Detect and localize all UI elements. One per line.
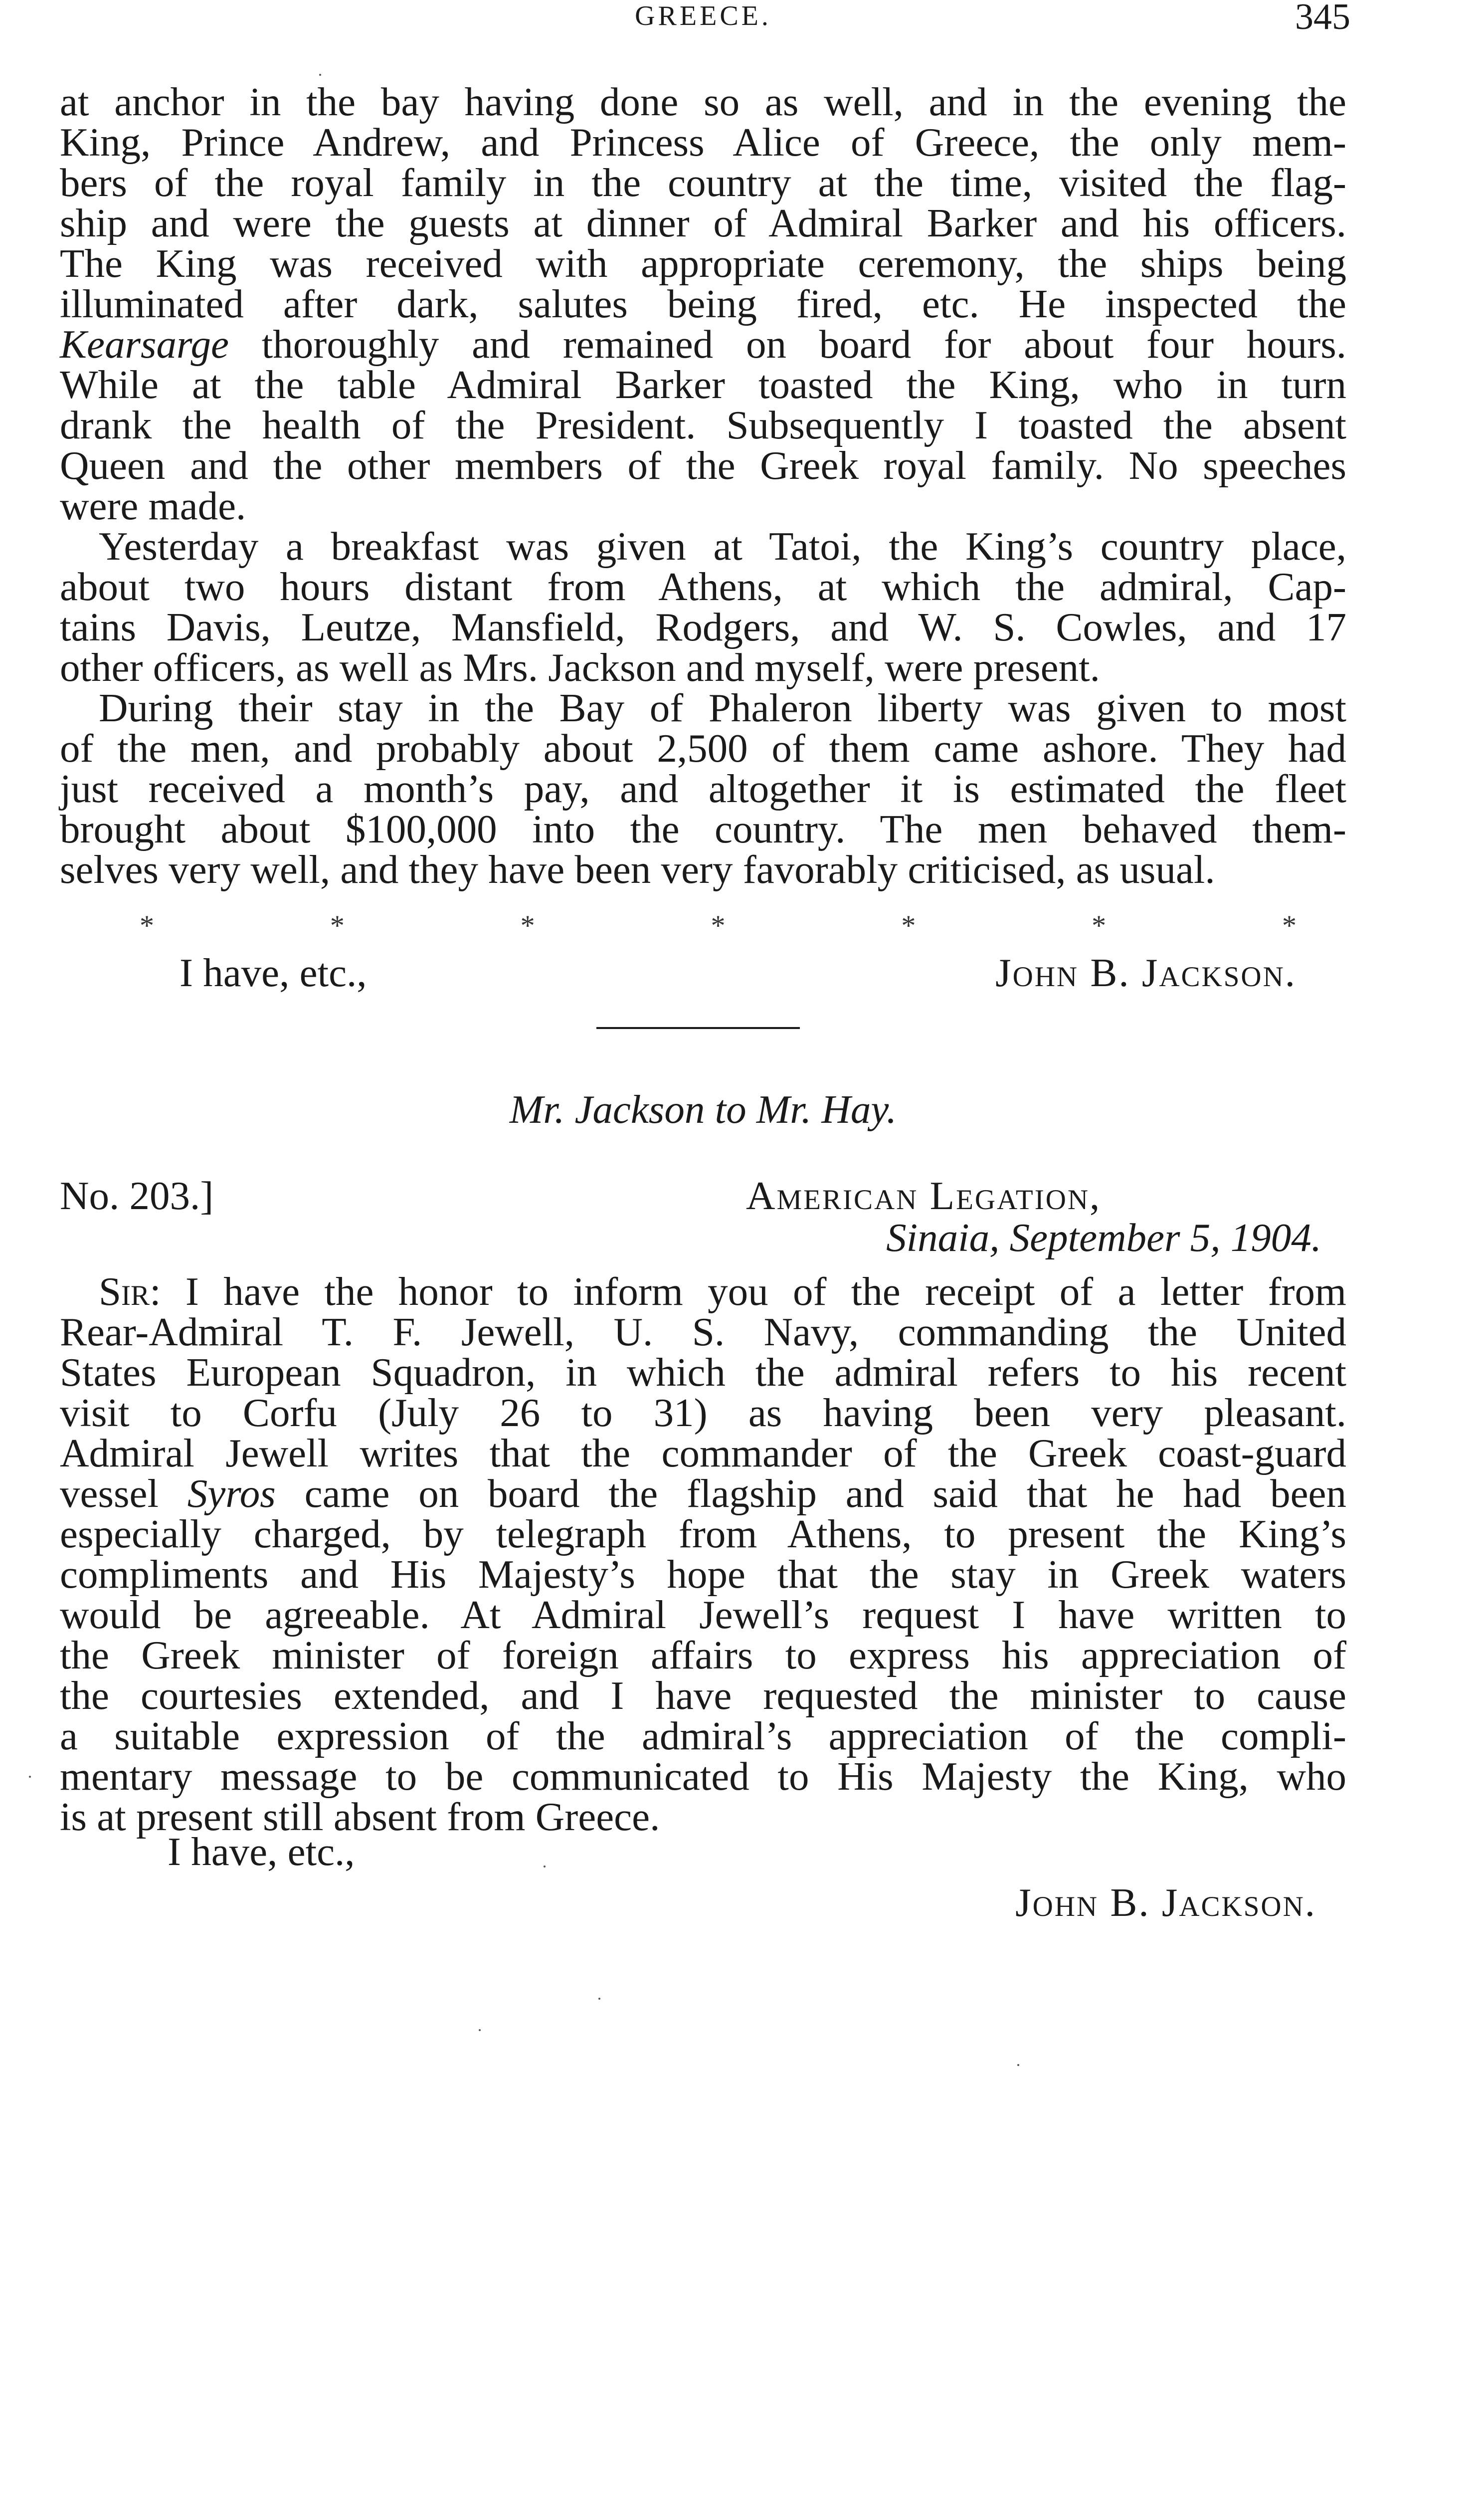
place-and-date: Sinaia, September 5, 1904. [886,1215,1321,1260]
asterisk: * [520,909,535,942]
text-line: tains Davis, Leutze, Mansfield, Rodgers, and W. S. Cowles, and 17 [60,605,1346,649]
dateline [60,1173,1346,1260]
closing-phrase: I have, etc., [168,1829,355,1874]
legation-name: American Legation, [746,1173,1102,1218]
asterisk: * [711,909,726,942]
paragraph [60,79,1346,528]
omission-asterisks [60,909,1346,942]
letter1-paragraph-2 [60,526,1346,688]
asterisk: * [330,909,345,942]
section-divider [596,1027,800,1029]
text-line: a suitable expression of the admiral’s appreciation of the compli- [60,1713,1346,1758]
text-line: While at the table Admiral Barker toasted the King, who in turn [60,362,1346,407]
letter1-paragraph-1 [60,79,1346,528]
letter2-closing-row [60,1829,1346,1874]
asterisk: * [1092,909,1107,942]
letter2-body [60,1271,1346,1837]
running-title: GREECE. [635,0,771,31]
text-line: The King was received with appropriate ceremony, the ships being [60,241,1346,286]
closing-phrase: I have, etc., [180,950,367,995]
text-line: selves very well, and they have been very favorably criticised, as usual. [60,847,1215,892]
text-line: at anchor in the bay having done so as well, and in the evening the [60,79,1346,124]
text-fragment: came on board the flagship and said that he had been [275,1471,1346,1516]
text-line: ship and were the guests at dinner of Admiral Barker and his officers. [60,201,1346,245]
text-line: mentary message to be communicated to His Majesty the King, who [60,1754,1346,1799]
text-fragment: vessel [60,1471,187,1516]
text-fragment: : I have the honor to inform you of the receipt of a letter from [150,1269,1346,1314]
paragraph [60,685,1346,892]
ship-name-syros: Syros [187,1471,276,1516]
scan-speck [544,1866,546,1868]
text-fragment: thoroughly and remained on board for about four hours. [229,322,1346,367]
text-line: the Greek minister of foreign affairs to express his appreciation of [60,1633,1346,1677]
text-line: brought about $100,000 into the country. The men behaved them- [60,807,1346,851]
asterisk: * [901,909,916,942]
text-line: of the men, and probably about 2,500 of them came ashore. They had [60,726,1346,771]
text-line: drank the health of the President. Subsequently I toasted the absent [60,403,1346,447]
page-number: 345 [1295,0,1350,37]
text-line: visit to Corfu (July 26 to 31) as having been very pleasant. [60,1390,1346,1435]
text-line: the courtesies extended, and I have requested the minister to cause [60,1673,1346,1718]
scan-speck [598,1998,600,2000]
text-line-with-salutation [60,1271,1346,1312]
signature: John B. Jackson. [1015,1880,1316,1925]
text-line-with-ship-name [60,1473,1346,1514]
document-number: No. 203.] [60,1173,214,1218]
text-line: Rear-Admiral T. F. Jewell, U. S. Navy, commanding the United [60,1309,1346,1354]
text-line: bers of the royal family in the country at the time, visited the flag- [60,160,1346,205]
text-line: States European Squadron, in which the admiral refers to his recent [60,1350,1346,1395]
text-line-with-ship-name [60,324,1346,365]
letter-heading: Mr. Jackson to Mr. Hay. [509,1087,897,1132]
letter1-signoff [60,950,1346,998]
text-line: would be agreeable. At Admiral Jewell’s request I have written to [60,1592,1346,1637]
text-line: were made. [60,483,246,528]
letter1-paragraph-3 [60,685,1346,892]
text-line: illuminated after dark, salutes being fired, etc. He inspected the [60,281,1346,326]
text-line: Queen and the other members of the Greek royal family. No speeches [60,443,1346,488]
scan-speck [29,1776,31,1778]
signature: John B. Jackson. [995,950,1297,995]
paragraph [60,1271,1346,1837]
text-line: especially charged, by telegraph from Athens, to present the King’s [60,1511,1346,1556]
scan-speck [319,74,321,76]
text-line: just received a month’s pay, and altogether it is estimated the fleet [60,766,1346,811]
ship-name-kearsarge: Kearsarge [60,322,229,367]
salutation: Sir [99,1269,150,1314]
paragraph [60,526,1346,688]
asterisk: * [140,909,154,942]
scan-speck [1017,2064,1019,2066]
text-line: King, Prince Andrew, and Princess Alice of Greece, the only mem- [60,120,1346,165]
running-head [60,0,1350,40]
text-line: is at present still absent from Greece. [60,1794,660,1839]
text-line: Admiral Jewell writes that the commander of the Greek coast-guard [60,1431,1346,1475]
asterisk: * [1282,909,1297,942]
letter2-signature-row [60,1882,1346,1924]
scan-speck [479,2029,481,2031]
text-line: compliments and His Majesty’s hope that the stay in Greek waters [60,1552,1346,1597]
text-line: other officers, as well as Mrs. Jackson and myself, were present. [60,645,1100,690]
text-line: During their stay in the Bay of Phaleron liberty was given to most [99,685,1346,730]
text-line: about two hours distant from Athens, at which the admiral, Cap- [60,564,1346,609]
text-line: Yesterday a breakfast was given at Tatoi, the King’s country place, [99,524,1346,569]
